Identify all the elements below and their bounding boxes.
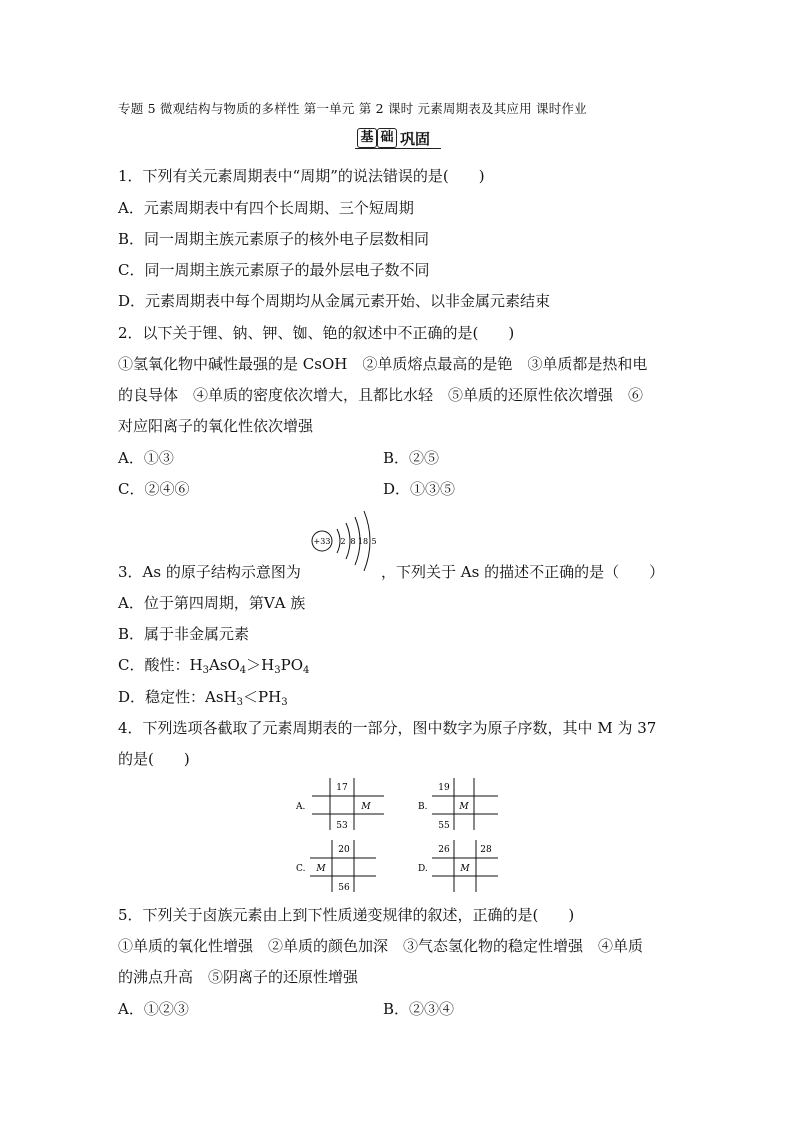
q4-stem-line-2: 的是( ) [118,750,190,768]
periodic-fragment-c [296,838,386,898]
atom-shell-4: 5 [371,537,377,546]
q1-option-b: B．同一周期主族元素原子的核外电子层数相同 [118,230,430,248]
atom-nucleus-label: +33 [313,537,331,546]
section-badge [355,127,441,149]
svg-text:A.: A. [296,802,306,812]
q3-stem-post: ，下列关于 As 的描述不正确的是（ ） [381,563,665,581]
atom-shell-2: 8 [350,537,356,546]
q3-option-b: B．属于非金属元素 [118,625,250,643]
periodic-fragment-b [418,776,508,836]
q1-option-d: D．元素周期表中每个周期均从金属元素开始、以非金属元素结束 [118,292,551,310]
badge-underline [355,148,441,149]
svg-text:M: M [459,802,469,812]
q5-statement-line-2: 的沸点升高 ⑤阴离子的还原性增强 [118,968,359,986]
svg-text:56: 56 [338,883,350,893]
svg-text:20: 20 [338,845,350,855]
periodic-fragment-a [296,776,386,836]
periodic-fragment-d [418,838,508,898]
q3-option-c: C．酸性：$H_3AsO_4>H_3PO_4$ [118,656,310,676]
atom-shell-1: 2 [340,537,346,546]
q1-option-a: A．元素周期表中有四个长周期、三个短周期 [118,199,414,217]
q4-stem-line-1: 4．下列选项各截取了元素周期表的一部分，图中数字为原子序数，其中 M 为 37 [118,719,657,737]
q5-option-b: B．②③④ [383,1000,455,1018]
svg-text:B.: B. [418,802,428,812]
q2-option-a: A．①③ [118,449,174,467]
q5-option-a: A．①②③ [118,1000,189,1018]
svg-text:D.: D. [418,864,428,874]
atom-structure-diagram [310,507,380,579]
atom-shell-3: 18 [357,537,369,546]
q2-option-c: C．②④⑥ [118,480,190,498]
q1-option-c: C．同一周期主族元素原子的最外层电子数不同 [118,261,430,279]
q2-statement-line-3: 对应阳离子的氧化性依次增强 [118,417,314,435]
svg-text:28: 28 [480,845,492,855]
badge-text: 巩固 [400,130,431,148]
q2-statement-line-2: 的良导体 ④单质的密度依次增大，且都比水轻 ⑤单质的还原性依次增强 ⑥ [118,386,644,404]
q5-statement-line-1: ①单质的氧化性增强 ②单质的颜色加深 ③气态氢化物的稳定性增强 ④单质 [118,937,644,955]
svg-text:19: 19 [438,783,450,793]
q2-option-b: B．②⑤ [383,449,440,467]
svg-text:55: 55 [438,821,450,831]
badge-char-2: 础 [377,128,397,148]
svg-text:17: 17 [336,783,348,793]
svg-text:M: M [460,864,470,874]
badge-char-1: 基 [357,128,377,148]
svg-text:53: 53 [336,821,348,831]
page-header: 专题 5 微观结构与物质的多样性 第一单元 第 2 课时 元素周期表及其应用 课时作业 [118,101,587,116]
q3-stem-pre: 3．As 的原子结构示意图为 [118,563,301,581]
q2-stem: 2．以下关于锂、钠、钾、铷、铯的叙述中不正确的是( ) [118,324,515,342]
q1-stem: 1．下列有关元素周期表中“周期”的说法错误的是( ) [118,167,485,185]
q2-statement-line-1: ①氢氧化物中碱性最强的是 CsOH ②单质熔点最高的是铯 ③单质都是热和电 [118,355,648,373]
q3-option-d: D．稳定性：$AsH_3<PH_3$ [118,688,288,708]
q5-stem: 5．下列关于卤族元素由上到下性质递变规律的叙述，正确的是( ) [118,906,575,924]
q3-option-a: A．位于第四周期，第ⅤA 族 [118,594,306,612]
svg-text:C.: C. [296,864,306,874]
svg-text:M: M [361,802,371,812]
q2-option-d: D．①③⑤ [383,480,456,498]
svg-text:26: 26 [438,845,450,855]
svg-text:M: M [316,864,326,874]
